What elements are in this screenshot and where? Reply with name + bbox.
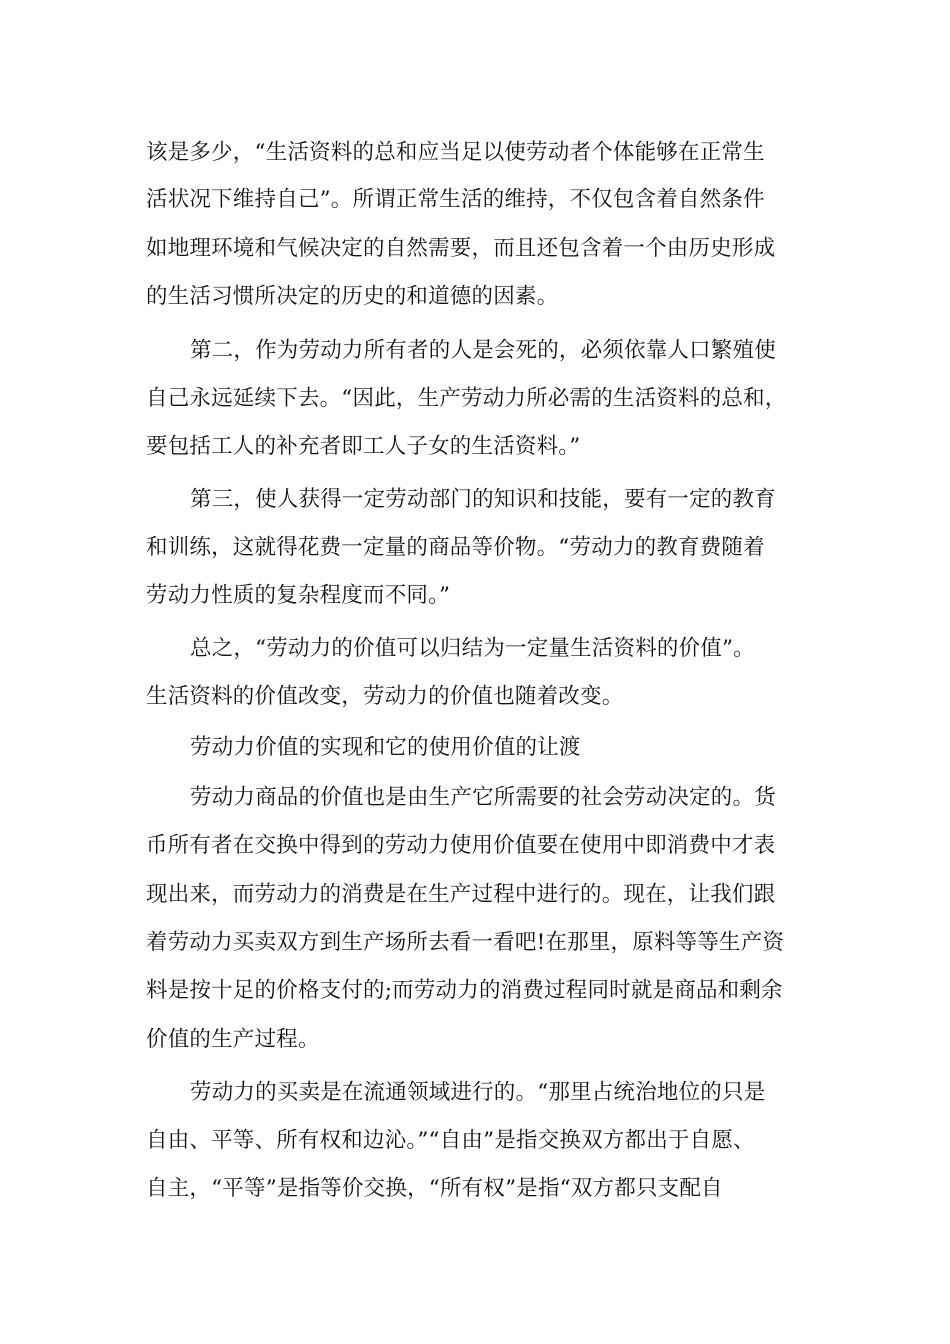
text-line: 劳动力的买卖是在流通领域进行的。“那里占统治地位的只是 — [190, 1080, 766, 1105]
text-line: 料是按十足的价格支付的;而劳动力的消费过程同时就是商品和剩余 — [146, 978, 783, 1003]
text-line: 如地理环境和气候决定的自然需要，而且还包含着一个由历史形成 — [146, 236, 776, 261]
text-line: 劳动力商品的价值也是由生产它所需要的社会劳动决定的。货 — [190, 785, 776, 810]
text-line: 第二，作为劳动力所有者的人是会死的，必须依靠人口繁殖使 — [190, 338, 776, 363]
text-line: 要包括工人的补充者即工人子女的生活资料。” — [146, 434, 581, 459]
text-line: 价值的生产过程。 — [146, 1027, 320, 1052]
text-line: 着劳动力买卖双方到生产场所去看一看吧!在那里，原料等等生产资 — [146, 930, 785, 955]
text-line: 总之，“劳动力的价值可以归结为一定量生活资料的价值”。 — [190, 636, 755, 661]
text-line: 该是多少，“生活资料的总和应当足以使劳动者个体能够在正常生 — [146, 140, 765, 165]
text-line: 活状况下维持自己”。所谓正常生活的维持，不仅包含着自然条件 — [146, 187, 765, 212]
text-line: 的生活习惯所决定的历史的和道德的因素。 — [146, 284, 559, 309]
text-line: 和训练，这就得花费一定量的商品等价物。“劳动力的教育费随着 — [146, 535, 765, 560]
text-line: 生活资料的价值改变，劳动力的价值也随着改变。 — [146, 684, 624, 709]
text-line: 现出来，而劳动力的消费是在生产过程中进行的。现在，让我们跟 — [146, 882, 776, 907]
text-line: 自主，“平等”是指等价交换，“所有权”是指“双方都只支配自 — [146, 1176, 723, 1201]
text-line: 币所有者在交换中得到的劳动力使用价值要在使用中即消费中才表 — [146, 833, 776, 858]
section-heading: 劳动力价值的实现和它的使用价值的让渡 — [190, 735, 581, 760]
text-line: 自由、平等、所有权和边沁。”“自由”是指交换双方都出于自愿、 — [146, 1128, 755, 1153]
text-line: 自己永远延续下去。“因此，生产劳动力所必需的生活资料的总和， — [146, 386, 787, 411]
text-line: 劳动力性质的复杂程度而不同。” — [146, 583, 451, 608]
text-line: 第三，使人获得一定劳动部门的知识和技能，要有一定的教育 — [190, 487, 776, 512]
